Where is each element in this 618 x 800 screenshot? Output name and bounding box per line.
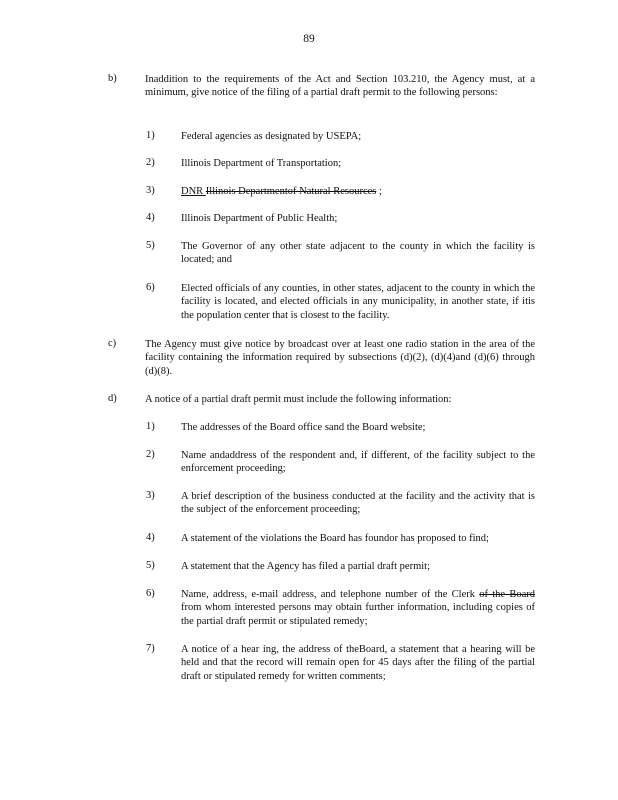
section-d-item-7-num: 7)	[146, 643, 155, 654]
section-d-item-2-text: Name andaddress of the respondent and, if different, of the facility subject to the enforcement proceeding;	[181, 450, 535, 475]
section-d-item-5-text: A statement that the Agency has filed a partial draft permit;	[181, 561, 431, 572]
deleted-text: of the Board	[479, 589, 535, 600]
section-d-item-6-num: 6)	[146, 588, 155, 599]
section-b-item-1-text: Federal agencies as designated by USEPA;	[181, 131, 362, 142]
section-b-item-3-text	[181, 185, 535, 198]
section-c-label: c)	[108, 338, 117, 349]
section-c-text: The Agency must give notice by broadcast over at least one radio station in the area of the facility containing the information required by subsections (d)(2), (d)(4)and (d)(6) through (d)(8).	[145, 339, 535, 377]
deleted-text: Illinois Departmentof Natural Resources	[205, 186, 377, 197]
section-d-intro: A notice of a partial draft permit must include the following information:	[145, 394, 452, 405]
section-d-item-4-text: A statement of the violations the Board has foundor has proposed to find;	[181, 533, 489, 544]
section-d-item-3-num: 3)	[146, 490, 155, 501]
page-number: 89	[303, 33, 315, 45]
section-d-item-6-text	[181, 588, 535, 628]
section-b-intro: Inaddition to the requirements of the Act and Section 103.210, the Agency must, at a minimum, give notice of the filing of a partial draft permit to the following persons:	[145, 74, 535, 99]
section-b-item-6-text: Elected officials of any counties, in other states, adjacent to the county in which the facility is located, and elected officials in any municipality, in another state, if itis the population center that is closest to the facility.	[181, 283, 535, 321]
section-b-label: b)	[108, 73, 117, 84]
section-b-item-1-num: 1)	[146, 130, 155, 141]
item-text-before: Name, address, e-mail address, and telephone number of the Clerk	[181, 589, 480, 600]
item-text-after: from whom interested persons may obtain further information, including copies of the partial draft permit or stipulated remedy;	[181, 602, 535, 627]
inserted-text: DNR	[181, 186, 206, 197]
section-b-item-2-num: 2)	[146, 157, 155, 168]
section-b-item-5-text: The Governor of any other state adjacent to the county in which the facility is located; and	[181, 241, 535, 266]
section-d-item-3-text: A brief description of the business conducted at the facility and the activity that is the subject of the enforcement proceeding;	[181, 491, 535, 516]
section-d-item-4-num: 4)	[146, 532, 155, 543]
section-b-item-5-num: 5)	[146, 240, 155, 251]
section-d-item-1-text: The addresses of the Board office sand the Board website;	[181, 422, 426, 433]
section-d-item-7-text: A notice of a hear ing, the address of theBoard, a statement that a hearing will be held and that the record will remain open for 45 days after the filing of the partial draft or stipulated remedy for written comments;	[181, 644, 535, 682]
item-tail: ;	[376, 186, 382, 197]
section-d-item-1-num: 1)	[146, 421, 155, 432]
section-d-item-2-num: 2)	[146, 449, 155, 460]
section-b-item-4-num: 4)	[146, 212, 155, 223]
section-d-item-5-num: 5)	[146, 560, 155, 571]
section-b-item-3-num: 3)	[146, 185, 155, 196]
section-d-label: d)	[108, 393, 117, 404]
section-b-item-6-num: 6)	[146, 282, 155, 293]
section-b-item-2-text: Illinois Department of Transportation;	[181, 158, 342, 169]
section-b-item-4-text: Illinois Department of Public Health;	[181, 213, 338, 224]
